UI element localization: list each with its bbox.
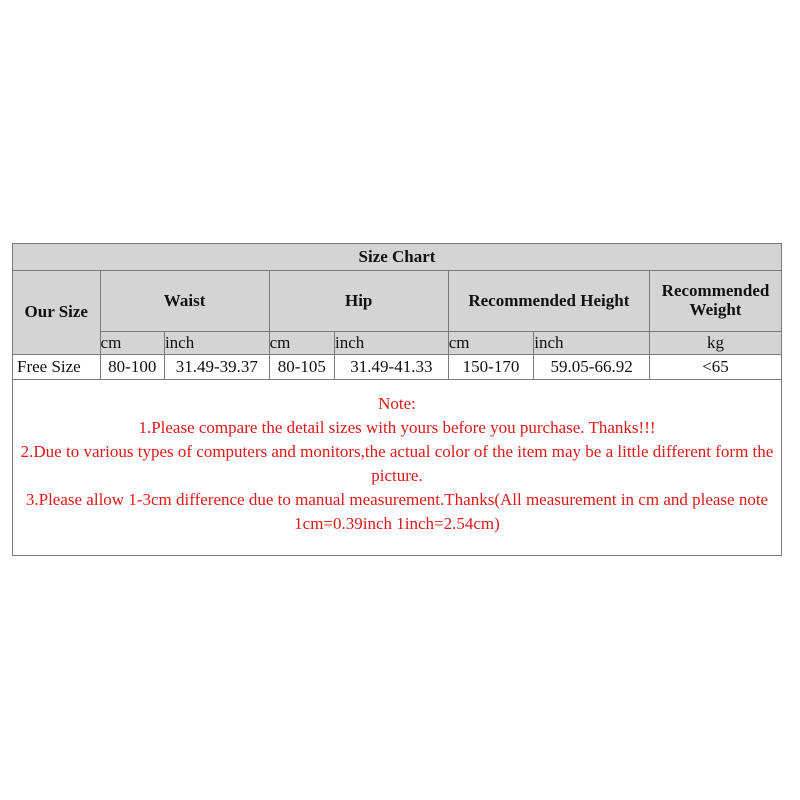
header-recommended-weight: Recommended Weight: [650, 271, 782, 332]
cell-hip-cm: 80-105: [269, 355, 334, 380]
header-waist: Waist: [100, 271, 269, 332]
note-heading: Note:: [378, 394, 416, 413]
size-chart: [12, 243, 782, 556]
note-line-3: 3.Please allow 1-3cm difference due to manual measurement.Thanks(All measurement in cm and please note 1cm=0.39inch 1inch=2.54cm): [25, 490, 769, 533]
unit-hip-inch: inch: [335, 332, 449, 355]
note-line-1: 1.Please compare the detail sizes with yours before you purchase. Thanks!!!: [138, 418, 656, 437]
cell-height-inch: 59.05-66.92: [534, 355, 650, 380]
unit-hip-cm: cm: [269, 332, 334, 355]
unit-waist-cm: cm: [100, 332, 164, 355]
unit-height-cm: cm: [448, 332, 534, 355]
cell-waist-cm: 80-100: [100, 355, 164, 380]
cell-height-cm: 150-170: [448, 355, 534, 380]
cell-weight-kg: <65: [650, 355, 782, 380]
size-chart-title: Size Chart: [13, 244, 782, 271]
header-our-size: Our Size: [13, 271, 101, 355]
unit-waist-inch: inch: [164, 332, 269, 355]
table-row: [13, 355, 782, 380]
note-line-2: 2.Due to various types of computers and monitors,the actual color of the item may be a little different form the picture.: [20, 442, 774, 485]
size-chart-table: [12, 243, 782, 380]
cell-size: Free Size: [13, 355, 101, 380]
header-hip: Hip: [269, 271, 448, 332]
header-recommended-height: Recommended Height: [448, 271, 649, 332]
unit-weight-kg: kg: [650, 332, 782, 355]
unit-height-inch: inch: [534, 332, 650, 355]
note-box: [12, 380, 782, 556]
cell-hip-inch: 31.49-41.33: [335, 355, 449, 380]
cell-waist-inch: 31.49-39.37: [164, 355, 269, 380]
